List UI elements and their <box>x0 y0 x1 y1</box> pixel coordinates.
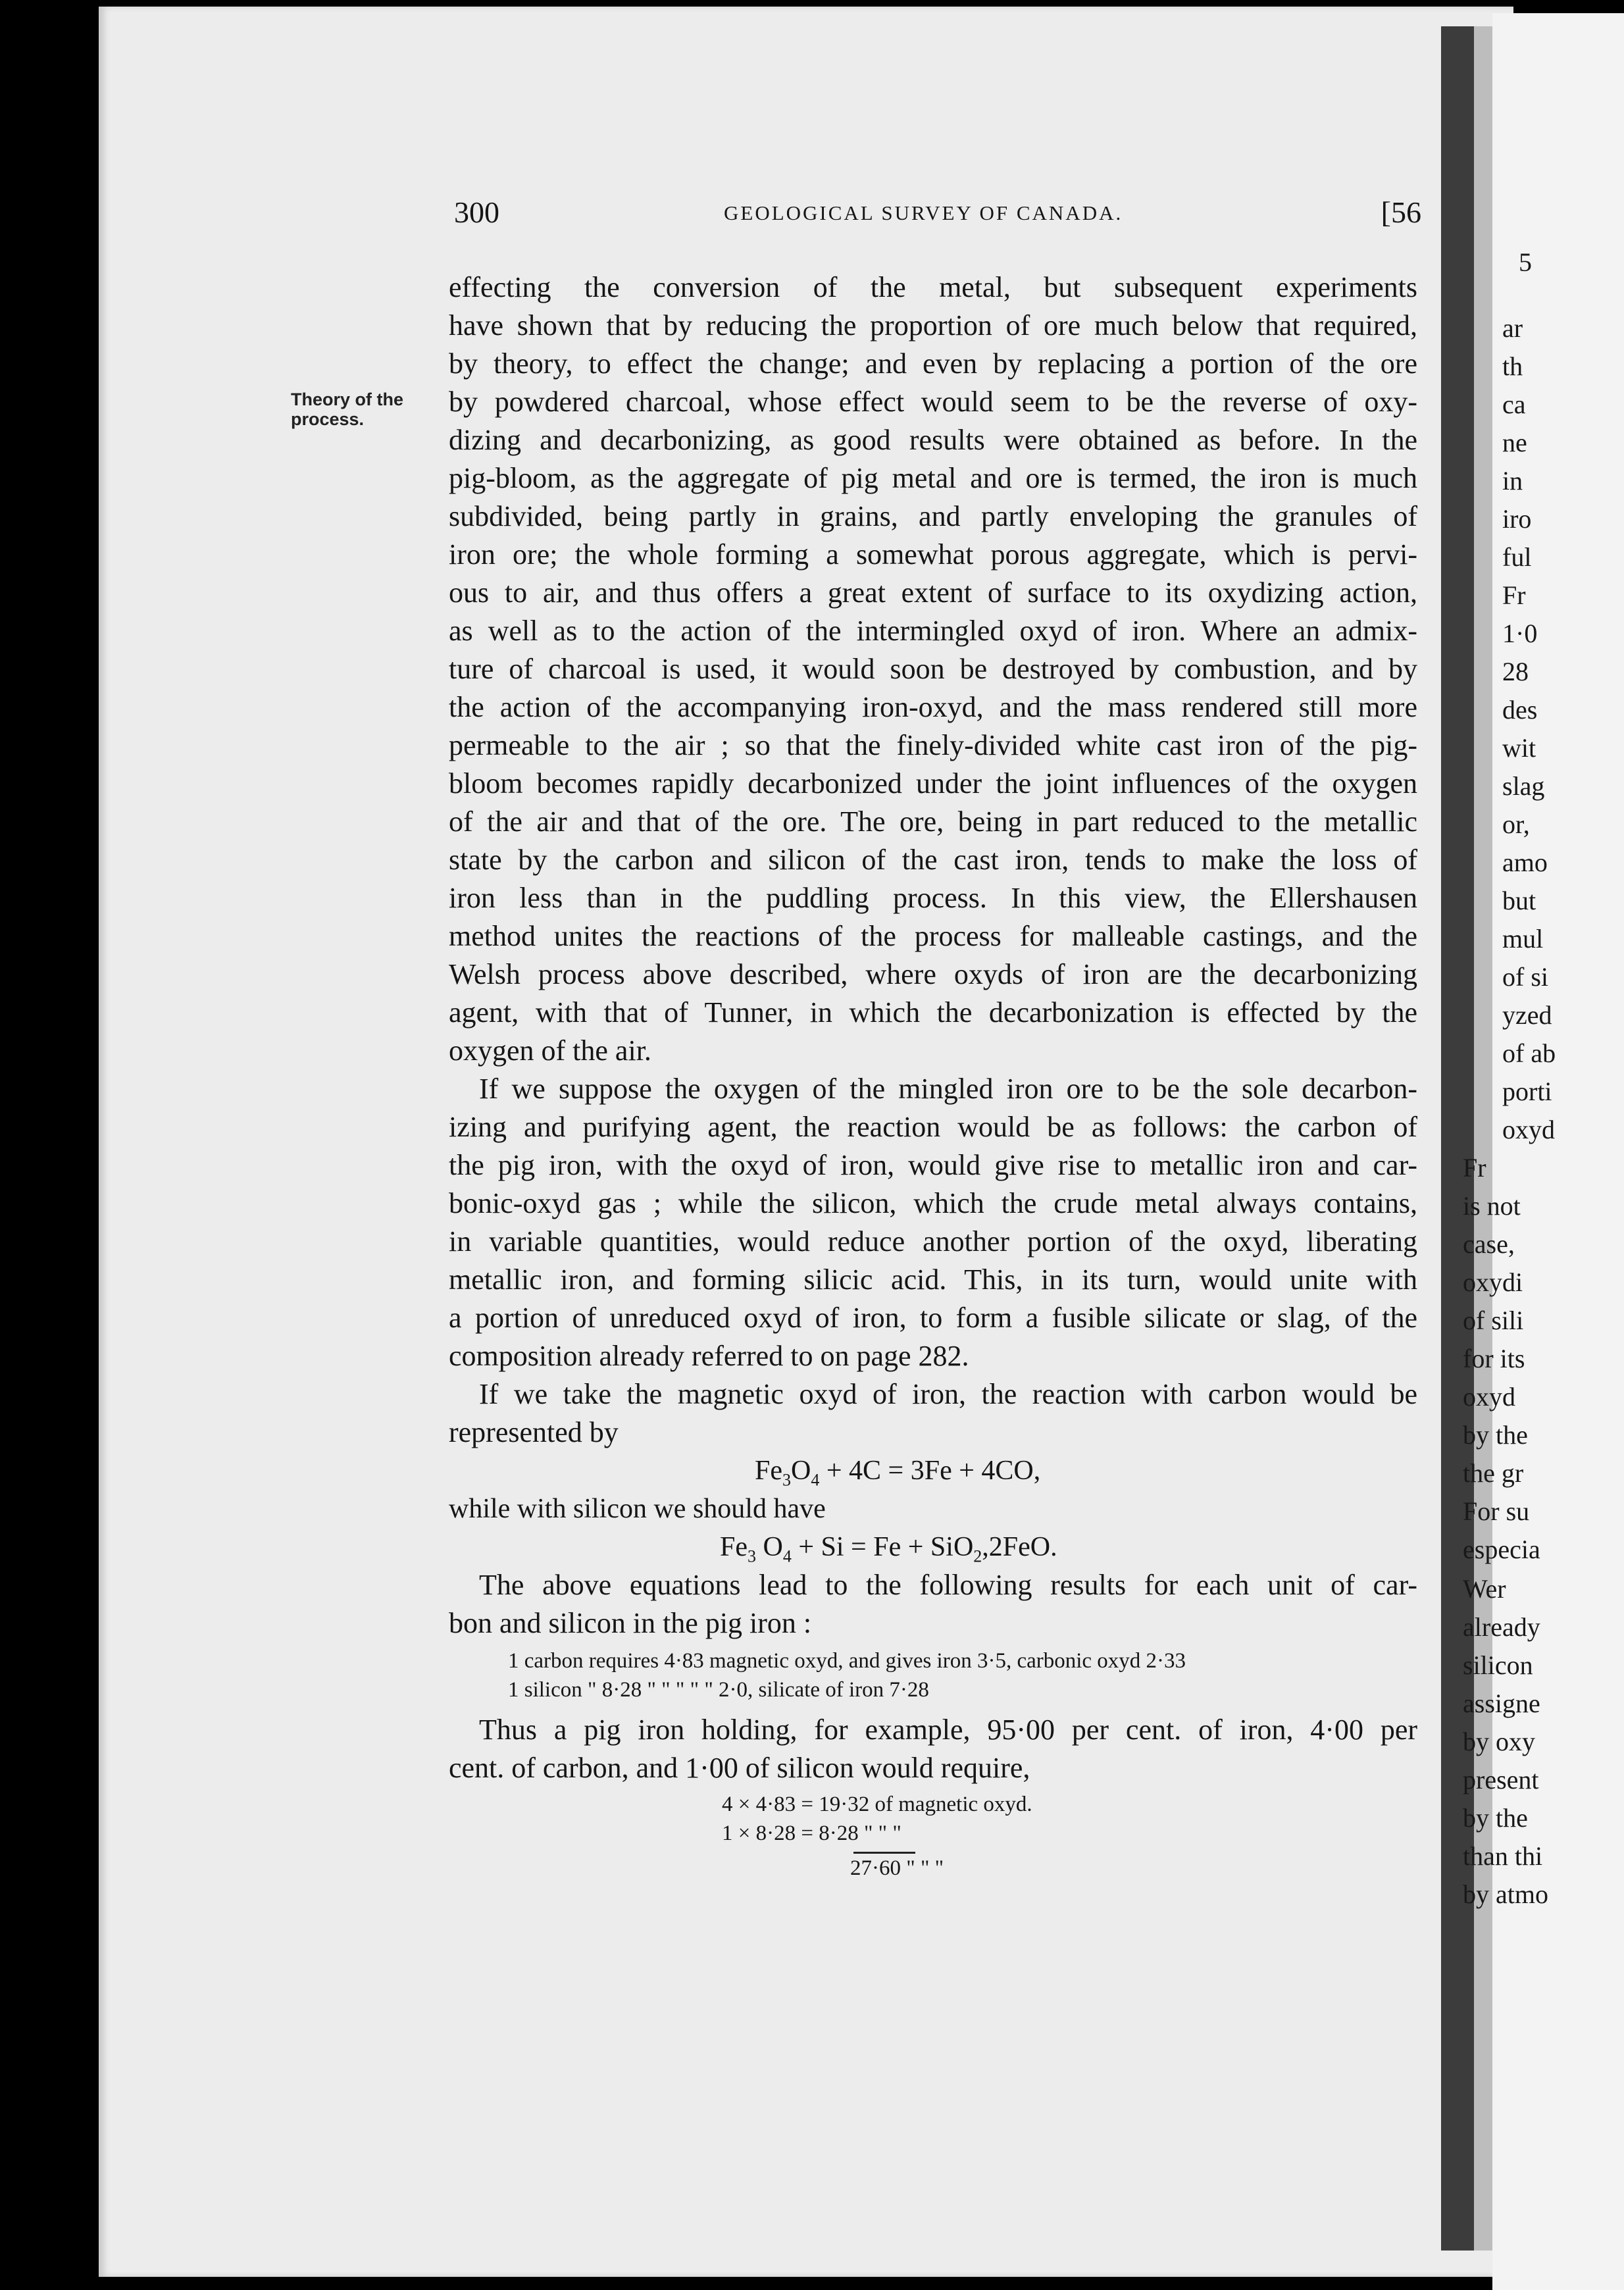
adjacent-text-fragment: ar <box>1502 313 1523 343</box>
adjacent-text-fragment: of ab <box>1502 1038 1556 1068</box>
adjacent-text-fragment: ne <box>1502 428 1527 457</box>
book-gutter-edge <box>1474 26 1492 2251</box>
adjacent-text-fragment: of sili <box>1463 1306 1524 1335</box>
paragraph-3 <box>449 1375 1417 1452</box>
adjacent-text-fragment: already <box>1463 1612 1540 1642</box>
paragraph-2 <box>449 1070 1417 1375</box>
adjacent-text-fragment: th <box>1502 351 1523 381</box>
text-line: dizing and decarbonizing, as good results were obtained as before. In the <box>449 424 1417 456</box>
text-line: bloom becomes rapidly decarbonized under the joint influences of the oxygen <box>449 767 1417 800</box>
text-line: If we take the magnetic oxyd of iron, the reaction with carbon would be <box>479 1378 1417 1410</box>
text-line: bonic-oxyd gas ; while the silicon, which the crude metal always contains, <box>449 1187 1417 1219</box>
adjacent-text-fragment: Wer <box>1463 1574 1506 1604</box>
adjacent-text-fragment: especia <box>1463 1535 1540 1564</box>
adjacent-text-fragment: is not <box>1463 1191 1521 1221</box>
margin-note-line: Theory of the <box>291 390 404 409</box>
adjacent-text-fragment: oxyd <box>1463 1382 1515 1412</box>
text-line: ture of charcoal is used, it would soon be destroyed by combustion, and by <box>449 653 1417 685</box>
text-line: represented by <box>449 1416 619 1448</box>
adjacent-text-fragment: mul <box>1502 924 1544 954</box>
text-line: If we suppose the oxygen of the mingled iron ore to be the sole decarbon- <box>479 1073 1417 1105</box>
text-line: the pig iron, with the oxyd of iron, would give rise to metallic iron and car- <box>449 1149 1417 1181</box>
adjacent-text-fragment: assigne <box>1463 1689 1540 1718</box>
text-line: of the air and that of the ore. The ore, being in part reduced to the metallic <box>449 805 1417 838</box>
adjacent-text-fragment: For su <box>1463 1496 1530 1526</box>
page-number: 300 <box>454 195 499 229</box>
section-number: [56 <box>1381 195 1421 229</box>
table-row: 1 silicon " 8·28 " " " " " 2·0, silicate of iron 7·28 <box>508 1678 929 1702</box>
text-line: permeable to the air ; so that the finely-divided white cast iron of the pig- <box>449 729 1417 761</box>
text-line: metallic iron, and forming silicic acid. This, in its turn, would unite with <box>449 1263 1417 1296</box>
paragraph-5 <box>449 1711 1417 1787</box>
margin-note <box>291 390 403 429</box>
adjacent-text-fragment: than thi <box>1463 1841 1543 1871</box>
adjacent-text-fragment: present <box>1463 1765 1539 1794</box>
paragraph-4 <box>449 1566 1417 1642</box>
adjacent-text-fragment: porti <box>1502 1077 1552 1106</box>
text-line: composition already referred to on page 282. <box>449 1340 969 1372</box>
adjacent-text-fragment: the gr <box>1463 1458 1524 1488</box>
adjacent-text-fragment: Fr <box>1502 580 1526 610</box>
text-line: by theory, to effect the change; and even by replacing a portion of the ore <box>449 347 1417 380</box>
adjacent-text-fragment: by the <box>1463 1803 1528 1833</box>
text-line: subdivided, being partly in grains, and partly enveloping the granules of <box>449 500 1417 532</box>
adjacent-text-fragment: des <box>1502 695 1538 725</box>
adjacent-text-fragment: ca <box>1502 390 1526 419</box>
margin-note-line: process. <box>291 409 365 429</box>
text-line: a portion of unreduced oxyd of iron, to form a fusible silicate or slag, of the <box>449 1302 1417 1334</box>
adjacent-text-fragment: 1·0 <box>1502 619 1538 648</box>
book-gutter <box>1441 26 1477 2251</box>
calculation <box>449 1790 1417 1883</box>
text-line: the action of the accompanying iron-oxyd, and the mass rendered still more <box>449 691 1417 723</box>
adjacent-page-fragment <box>1463 13 1624 2290</box>
text-line: izing and purifying agent, the reaction would be as follows: the carbon of <box>449 1111 1417 1143</box>
text-line: state by the carbon and silicon of the cast iron, tends to make the loss of <box>449 844 1417 876</box>
text-line: agent, with that of Tunner, in which the decarbonization is effected by the <box>449 996 1417 1029</box>
text-line: Thus a pig iron holding, for example, 95·00 per cent. of iron, 4·00 per <box>479 1714 1417 1746</box>
page-header <box>454 195 1421 234</box>
text-line: have shown that by reducing the proportion of ore much below that required, <box>449 309 1417 342</box>
text-line: bon and silicon in the pig iron : <box>449 1607 812 1639</box>
adjacent-text-fragment: or, <box>1502 809 1530 839</box>
adjacent-text-fragment: oxyd <box>1502 1115 1555 1144</box>
text-line: effecting the conversion of the metal, but subsequent experiments <box>449 271 1417 303</box>
text-line: method unites the reactions of the process for malleable castings, and the <box>449 920 1417 952</box>
text-line: oxygen of the air. <box>449 1034 651 1067</box>
text-line: iron less than in the puddling process. In this view, the Ellershausen <box>449 882 1417 914</box>
text-line: in variable quantities, would reduce another portion of the oxyd, liberating <box>449 1225 1417 1258</box>
adjacent-text-fragment: for its <box>1463 1344 1525 1373</box>
adjacent-text-fragment: yzed <box>1502 1000 1552 1030</box>
calc-row: 1 × 8·28 = 8·28 " " " <box>722 1821 901 1845</box>
adjacent-text-fragment: amo <box>1502 848 1548 877</box>
adjacent-text-fragment: of si <box>1502 962 1548 992</box>
adjacent-text-fragment: iro <box>1502 504 1532 534</box>
text-line: ous to air, and thus offers a great extent of surface to its oxydizing action, <box>449 576 1417 609</box>
text-line: Welsh process above described, where oxyds of iron are the decarbonizing <box>449 958 1417 990</box>
adjacent-text-fragment: slag <box>1502 771 1545 801</box>
adjacent-text-fragment: wit <box>1502 733 1536 763</box>
text-line: cent. of carbon, and 1·00 of silicon would require, <box>449 1752 1030 1784</box>
adjacent-text-fragment: silicon <box>1463 1650 1533 1680</box>
calc-row: 4 × 4·83 = 19·32 of magnetic oxyd. <box>722 1793 1032 1816</box>
text-line: by powdered charcoal, whose effect would seem to be the reverse of oxy- <box>449 386 1417 418</box>
calc-total: 27·60 " " " <box>850 1856 944 1880</box>
text-line: pig-bloom, as the aggregate of pig metal and ore is termed, the iron is much <box>449 462 1417 494</box>
paragraph-1 <box>449 268 1417 1070</box>
running-title: GEOLOGICAL SURVEY OF CANADA. <box>724 201 1123 224</box>
adjacent-text-fragment: by the <box>1463 1420 1528 1450</box>
table-row: 1 carbon requires 4·83 magnetic oxyd, and gives iron 3·5, carbonic oxyd 2·33 <box>508 1649 1186 1673</box>
text-line: as well as to the action of the intermingled oxyd of iron. Where an admix- <box>449 615 1417 647</box>
results-table <box>449 1646 1417 1704</box>
text-line: iron ore; the whole forming a somewhat porous aggregate, which is pervi- <box>449 538 1417 571</box>
text-line: The above equations lead to the following results for each unit of car- <box>479 1569 1417 1601</box>
adjacent-text-fragment: in <box>1502 466 1523 496</box>
adjacent-text-fragment: case, <box>1463 1229 1515 1259</box>
adjacent-text-fragment: oxydi <box>1463 1267 1523 1297</box>
adjacent-text-fragment: by atmo <box>1463 1879 1548 1909</box>
adjacent-text-fragment: ful <box>1502 542 1532 572</box>
adjacent-text-fragment: 28 <box>1502 657 1529 686</box>
text-line: while with silicon we should have <box>449 1494 826 1524</box>
adjacent-text-fragment: 5 <box>1519 247 1532 277</box>
equation-carbon: $Fe_3O_4 + 4C = 3Fe + 4CO$, <box>755 1456 1041 1490</box>
adjacent-text-fragment: Fr <box>1463 1153 1486 1183</box>
adjacent-text-fragment: by oxy <box>1463 1727 1535 1756</box>
equation-silicon: $Fe_3$ $O_4 + Si = Fe + SiO_2,2FeO$. <box>720 1532 1057 1566</box>
adjacent-text-fragment: but <box>1502 886 1536 915</box>
page-body <box>449 268 1417 1883</box>
